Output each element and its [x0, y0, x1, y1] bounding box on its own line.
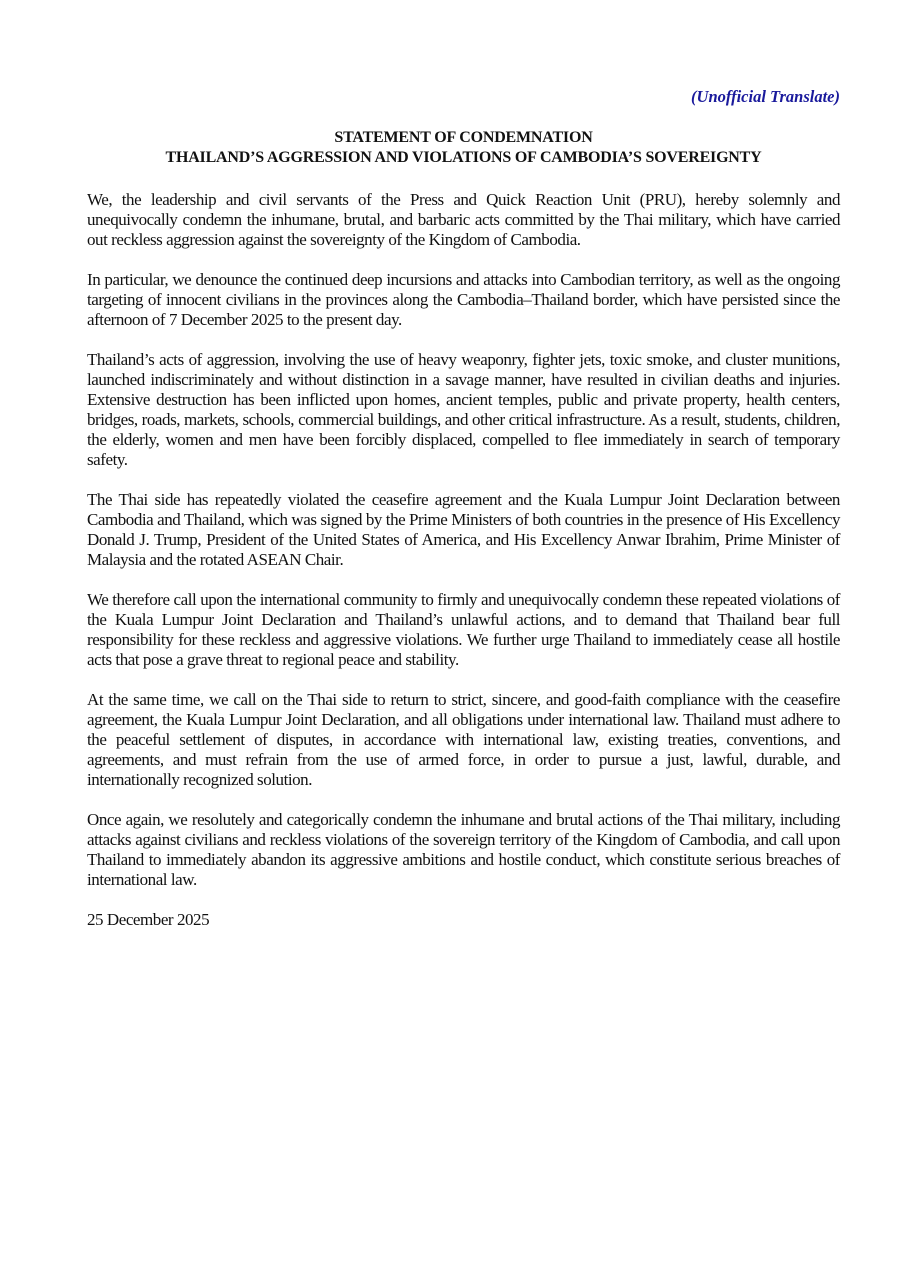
statement-body — [87, 190, 840, 930]
paragraph-1: We, the leadership and civil servants of the Press and Quick Reaction Unit (PRU), hereby solemnly and unequivocally condemn the inhumane, brutal, and barbaric acts committed by the Thai military, which have carried out reckless aggression against the sovereignty of the Kingdom of Cambodia. — [87, 190, 840, 249]
paragraph-5: We therefore call upon the international community to firmly and unequivocally condemn these repeated violations of the Kuala Lumpur Joint Declaration and Thailand’s unlawful actions, and to demand that Thailand bear full responsibility for these reckless and aggressive violations. We further urge Thailand to immediately cease all hostile acts that pose a grave threat to regional peace and stability. — [87, 590, 840, 669]
statement-date: 25 December 2025 — [87, 910, 210, 929]
title-line-2: THAILAND’S AGGRESSION AND VIOLATIONS OF CAMBODIA’S SOVEREIGNTY — [165, 149, 762, 166]
paragraph-2: In particular, we denounce the continued deep incursions and attacks into Cambodian territory, as well as the ongoing targeting of innocent civilians in the provinces along the Cambodia–Thailand border, which have persisted since the afternoon of 7 December 2025 to the present day. — [87, 270, 840, 329]
paragraph-7: Once again, we resolutely and categorically condemn the inhumane and brutal actions of the Thai military, including attacks against civilians and reckless violations of the sovereign territory of the Kingdom of Cambodia, and call upon Thailand to immediately abandon its aggressive ambitions and hostile conduct, which constitute serious breaches of international law. — [87, 810, 840, 889]
paragraph-4: The Thai side has repeatedly violated the ceasefire agreement and the Kuala Lumpur Joint Declaration between Cambodia and Thailand, which was signed by the Prime Ministers of both countries in the presence of His Excellency Donald J. Trump, President of the United States of America, and His Excellency Anwar Ibrahim, Prime Minister of Malaysia and the rotated ASEAN Chair. — [87, 490, 840, 569]
title-line-1: STATEMENT OF CONDEMNATION — [334, 129, 593, 146]
paragraph-6: At the same time, we call on the Thai side to return to strict, sincere, and good-faith compliance with the ceasefire agreement, the Kuala Lumpur Joint Declaration, and all obligations under international law. Thailand must adhere to the peaceful settlement of disputes, in accordance with international law, existing treaties, conventions, and agreements, and must refrain from the use of armed force, in order to pursue a just, lawful, durable, and internationally recognized solution. — [87, 690, 840, 789]
statement-title — [87, 128, 840, 168]
unofficial-translation-note: (Unofficial Translate) — [691, 87, 840, 106]
paragraph-3: Thailand’s acts of aggression, involving the use of heavy weaponry, fighter jets, toxic smoke, and cluster munitions, launched indiscriminately and without distinction in a savage manner, have resulted in civilian deaths and injuries. Extensive destruction has been inflicted upon homes, ancient temples, public and private property, health centers, bridges, roads, markets, schools, commercial buildings, and other critical infrastructure. As a result, students, children, the elderly, women and men have been forcibly displaced, compelled to flee immediately in search of temporary safety. — [87, 350, 840, 469]
